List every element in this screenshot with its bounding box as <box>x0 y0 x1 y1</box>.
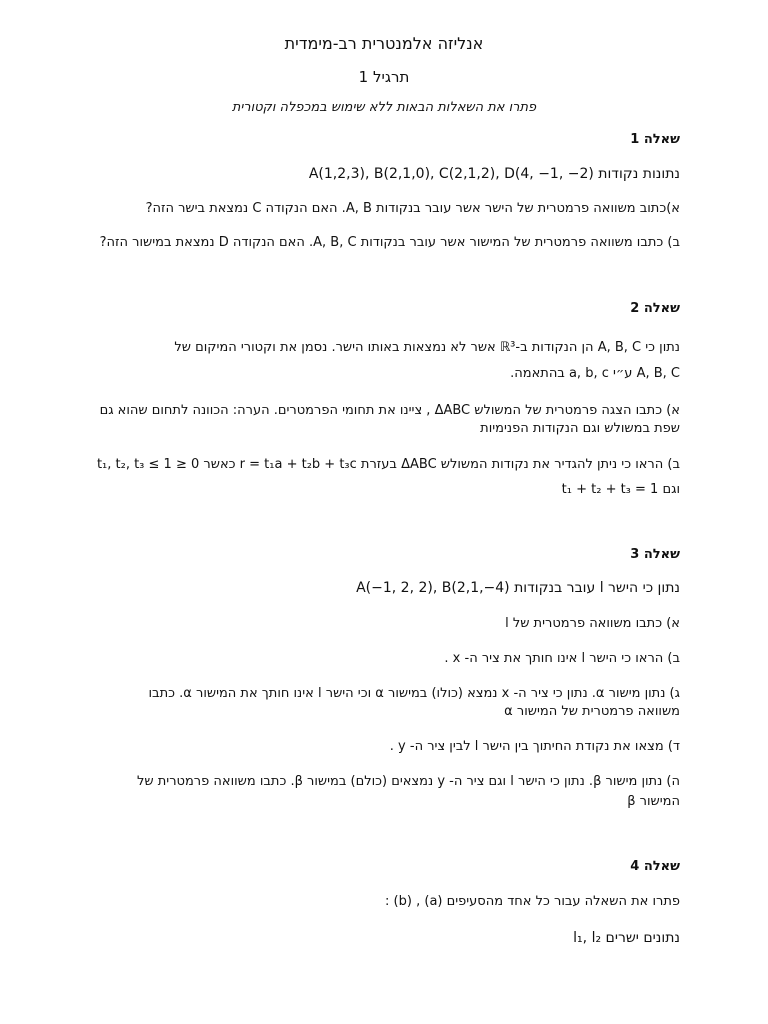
question-3-part-a: א) כתבו משוואה פרמטרית של l <box>505 616 680 631</box>
question-2-part-b-line-2: וגם t₁ + t₂ + t₃ = 1 <box>561 482 680 497</box>
exercise-number: תרגיל 1 <box>358 68 410 86</box>
question-2-given-line-2: A, B, C ע״י a, b, c בהתאמה. <box>510 366 680 381</box>
question-3-part-c-line-1: ג) נתון מישור α. נתון כי ציר ה- x נמצא (כולו) במישור α וכי הישר l אינו חותך את המישור α. כתבו <box>148 686 680 701</box>
question-2-part-b-line-1: ב) הראו כי ניתן להגדיר את נקודות המשולש ΔABC בעזרת r = t₁a + t₂b + t₃c כאשר 0 ≤ t₁, t₂, t₃ ≤ 1 <box>96 457 680 472</box>
instructions: פתרו את השאלות הבאות ללא שימוש במכפלה וקטורית <box>231 100 537 115</box>
question-3-part-b: ב) הראו כי הישר l אינו חותך את ציר ה- x . <box>444 651 680 666</box>
question-1-part-b: ב) כתבו משוואה פרמטרית של המישור אשר עובר בנקודות A, B, C. האם הנקודה D נמצאת במישור הזה? <box>99 235 680 250</box>
question-1-part-a: א)כתוב משוואה פרמטרית של הישר אשר עובר בנקודות A, B. האם הנקודה C נמצאת בישר הזה? <box>145 201 680 216</box>
question-2-given-line-1: נתון כי A, B, C הן הנקודות ב-ℝ³ אשר לא נמצאות באותו הישר. נסמן את וקטורי המיקום של <box>174 340 680 355</box>
question-2-heading: שאלה 2 <box>630 301 680 316</box>
question-3-given: נתון כי הישר l עובר בנקודות A(−1, 2, 2), B(2,1,−4) <box>356 580 680 596</box>
question-1-heading: שאלה 1 <box>630 132 680 147</box>
question-3-part-d: ד) מצאו את נקודת החיתוך בין הישר l לבין ציר ה- y . <box>389 739 680 754</box>
question-3-part-e-line-2: המישור β <box>627 794 680 809</box>
question-2-part-a-line-2: שפת במשולש וגם הנקודות הפנימיות <box>480 421 680 436</box>
question-4-instructions: פתרו את השאלה עבור כל אחד מהסעיפים (a) , (b) : <box>385 894 680 909</box>
question-2-part-a-line-1: א) כתבו הצגה פרמטרית של המשולש ΔABC , ציינו את תחומי הפרמטרים. הערה: הכוונה לתחום שהוא גם <box>99 403 680 418</box>
question-4-heading: שאלה 4 <box>630 859 680 874</box>
question-3-part-e-line-1: ה) נתון מישור β. נתון כי הישר l וגם ציר ה- y נמצאים (כולם) במישור β. כתבו משוואה פרמטרית של <box>137 774 680 789</box>
question-1-given: נתונות נקודות A(1,2,3), B(2,1,0), C(2,1,2), D(4, −1, −2) <box>308 166 680 182</box>
document-title: אנליזה אלמנטרית רב-מימדית <box>284 34 484 53</box>
question-4-given: נתונים ישרים l₁, l₂ <box>573 930 680 946</box>
question-3-heading: שאלה 3 <box>630 547 680 562</box>
question-3-part-c-line-2: משוואה פרמטרית של המישור α <box>504 704 680 719</box>
